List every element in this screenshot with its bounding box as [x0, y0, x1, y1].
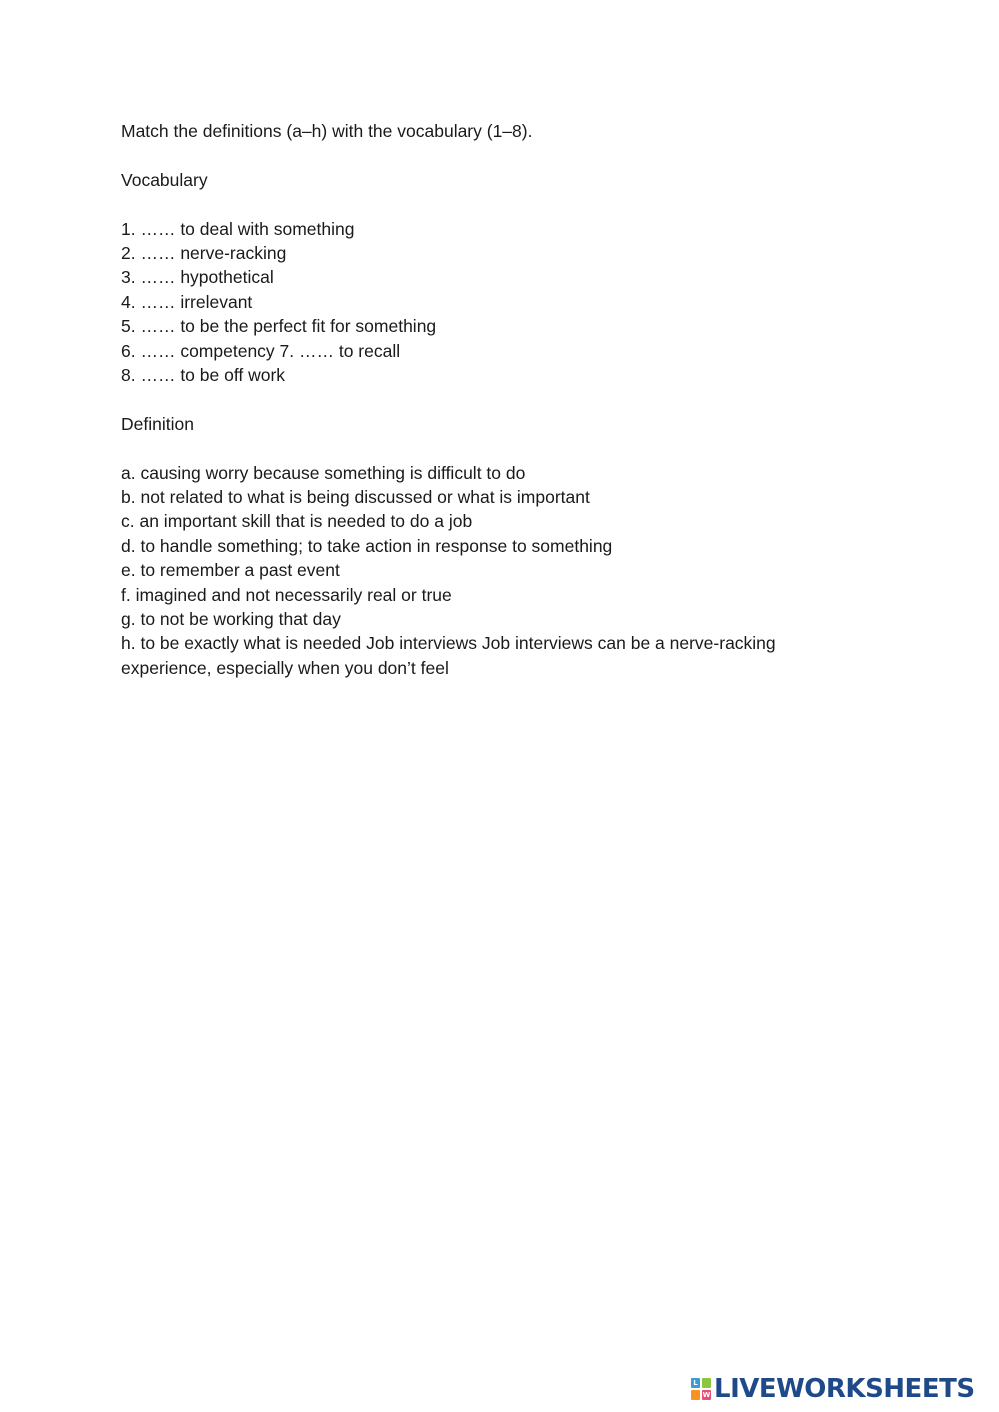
definition-list [121, 461, 881, 681]
definition-heading: Definition [121, 413, 194, 434]
vocabulary-item: 5. …… to be the perfect fit for something [121, 316, 437, 337]
liveworksheets-logo[interactable] [691, 1374, 975, 1404]
definition-item: b. not related to what is being discussed or what is important [121, 487, 590, 508]
logo-block-icon [702, 1378, 711, 1388]
logo-block-icon: L [691, 1378, 700, 1388]
logo-text: LIVEWORKSHEETS [714, 1374, 975, 1404]
logo-mark-icon [691, 1378, 711, 1400]
vocabulary-list [121, 217, 881, 388]
spacer [121, 387, 881, 411]
vocabulary-item: 4. …… irrelevant [121, 291, 253, 312]
definition-item: h. to be exactly what is needed Job interviews Job interviews can be a nerve-racking experience, especially when you don’t feel [121, 633, 776, 678]
vocabulary-item: 3. …… hypothetical [121, 267, 274, 288]
definition-item: c. an important skill that is needed to do a job [121, 511, 473, 532]
spacer [121, 143, 881, 167]
logo-block-icon: W [702, 1391, 711, 1399]
spacer [121, 192, 881, 216]
vocabulary-item: 1. …… to deal with something [121, 218, 355, 239]
instruction-text: Match the definitions (a–h) with the vocabulary (1–8). [121, 121, 533, 141]
definition-item: d. to handle something; to take action in response to something [121, 535, 613, 556]
definition-item: f. imagined and not necessarily real or true [121, 584, 452, 605]
spacer [121, 436, 881, 460]
vocabulary-item: 6. …… competency 7. …… to recall [121, 340, 401, 361]
logo-block-icon [691, 1390, 700, 1400]
vocabulary-item: 2. …… nerve-racking [121, 243, 287, 263]
worksheet-content [121, 119, 881, 680]
definition-item: a. causing worry because something is difficult to do [121, 462, 526, 483]
vocabulary-heading: Vocabulary [121, 169, 208, 190]
definition-item: g. to not be working that day [121, 609, 341, 630]
definition-item: e. to remember a past event [121, 560, 340, 581]
vocabulary-item: 8. …… to be off work [121, 365, 286, 386]
